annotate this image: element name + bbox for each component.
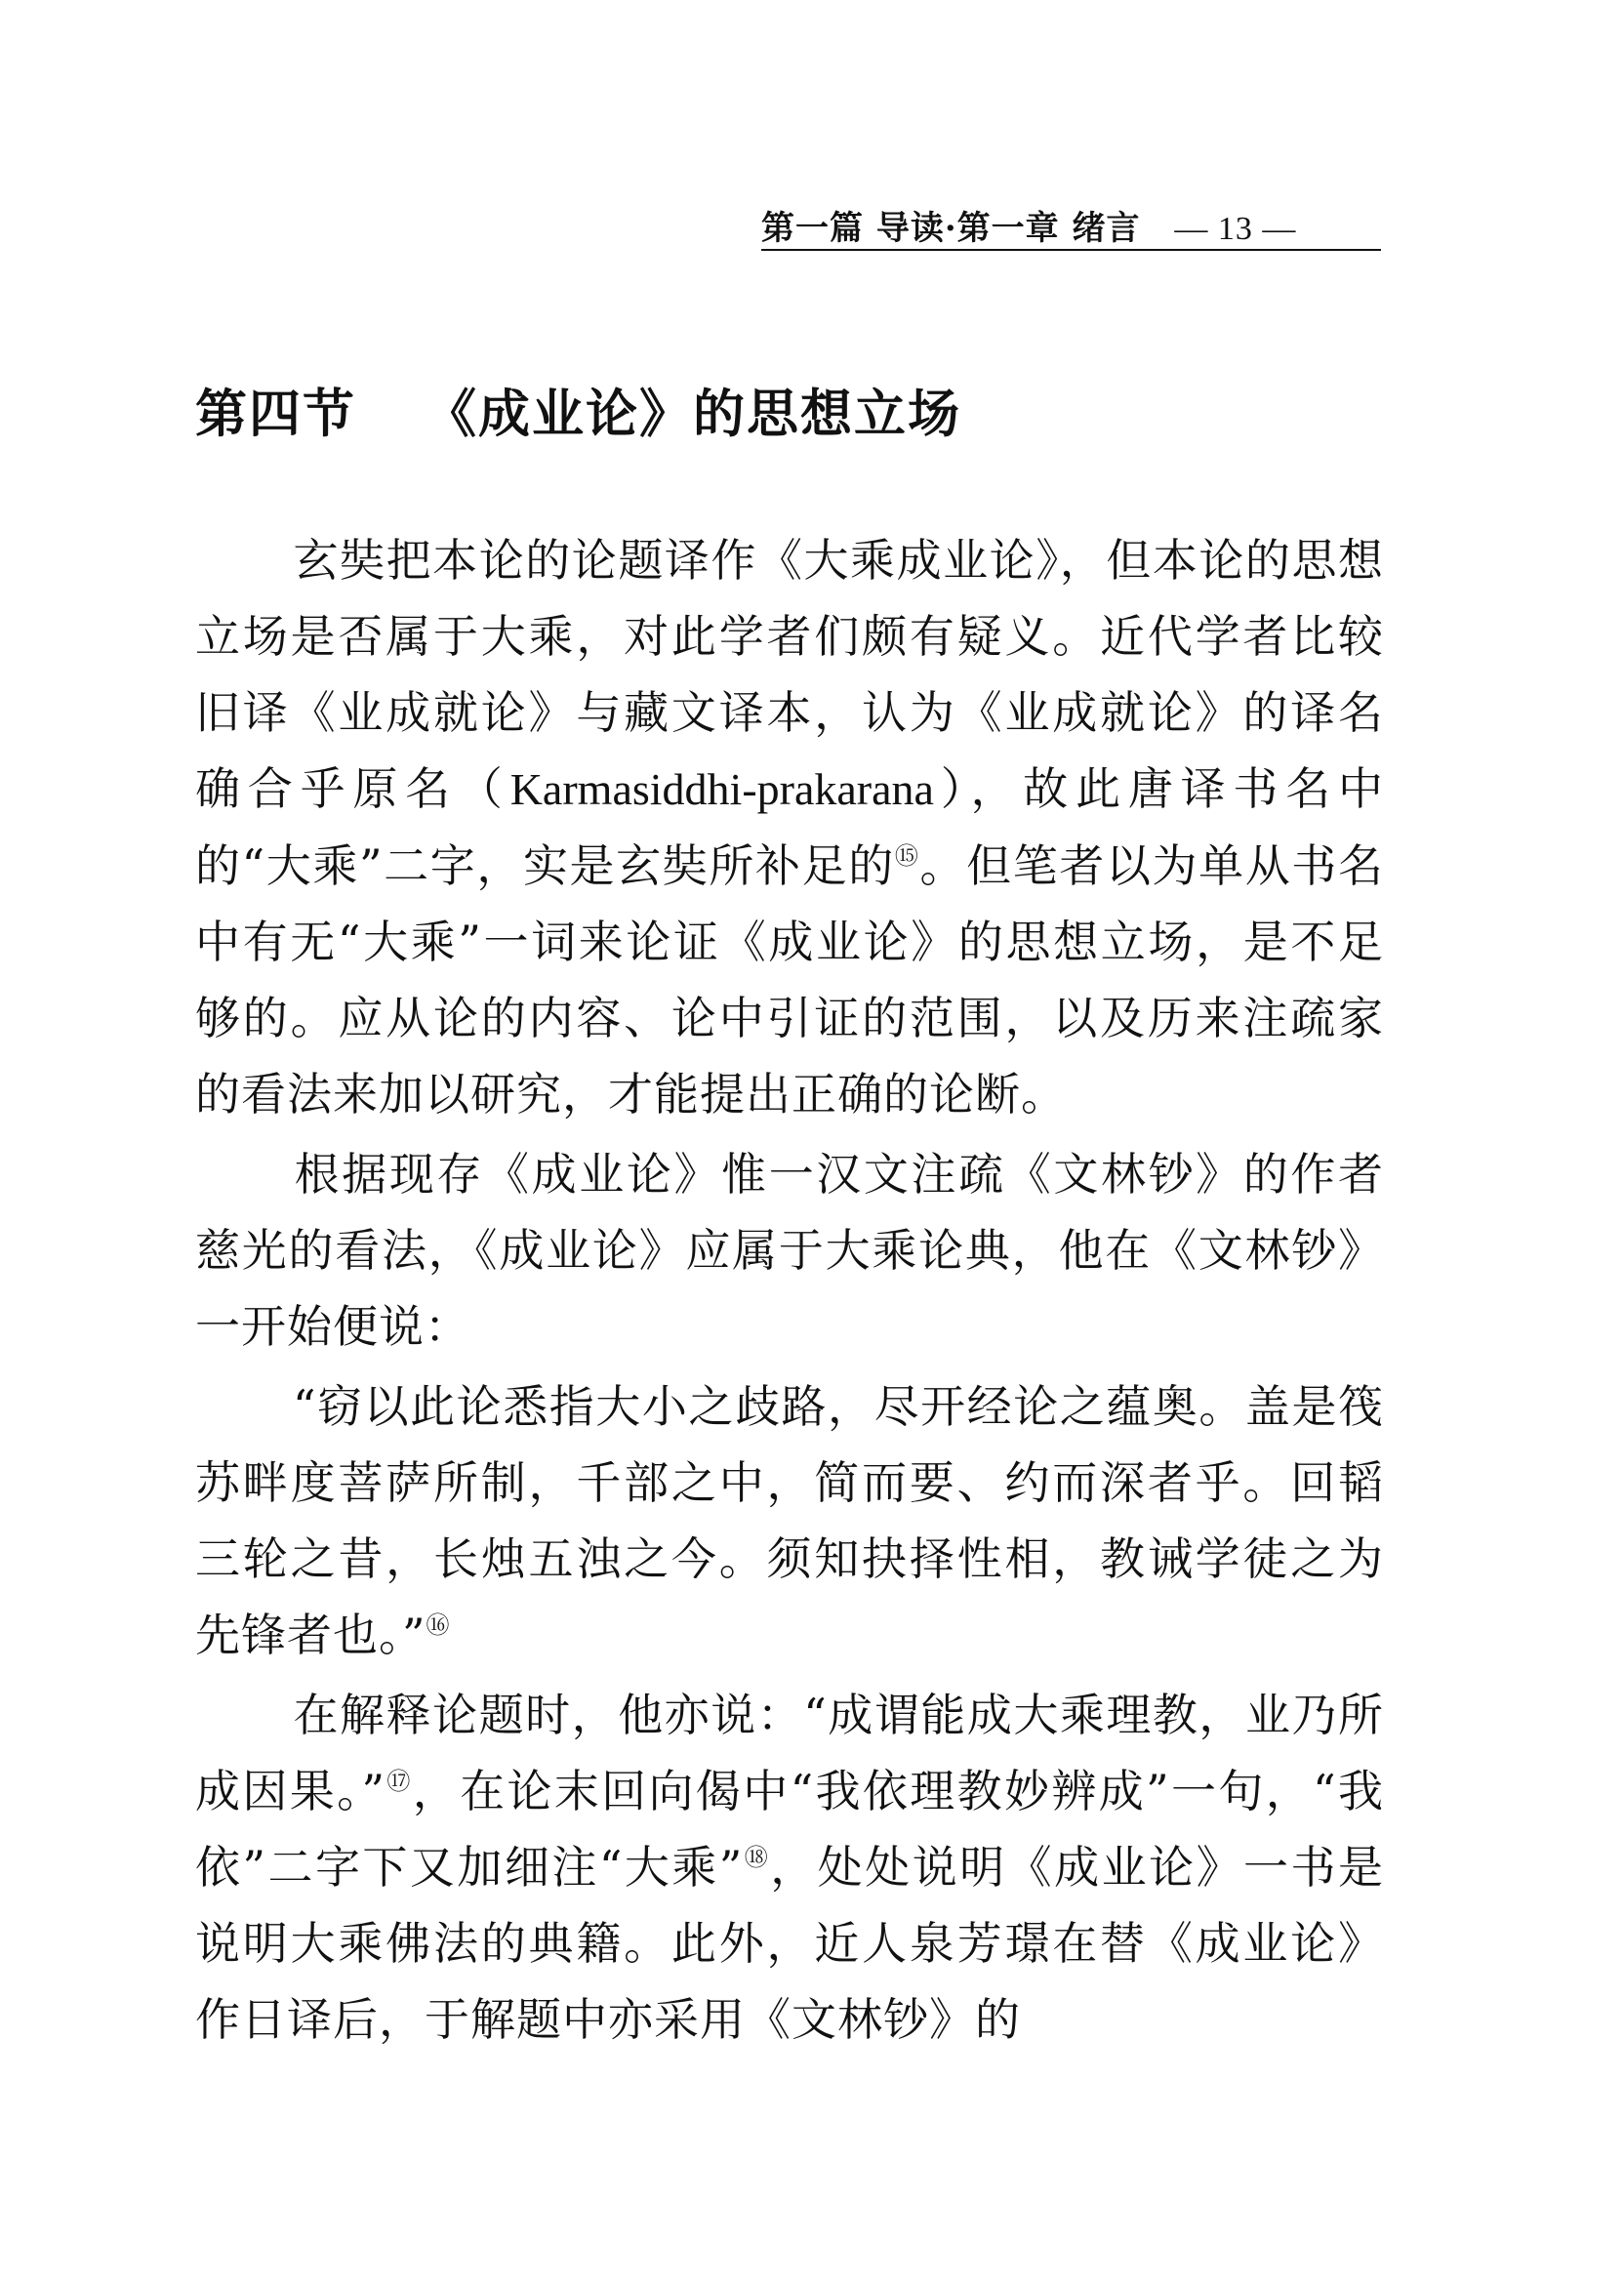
- sanskrit-title: Karmasiddhi-prakarana: [509, 764, 934, 814]
- section-title: 《成业论》的思想立场: [425, 384, 961, 444]
- paragraph-4: 在解释论题时，他亦说：“成谓能成大乘理教，业乃所成因果。”⑰，在论末回向偈中“我依理教妙辨成”一句，“我依”二字下又加细注“大乘”⑱，处处说明《成业论》一书是说明大乘佛法的典籍。此外，近人泉芳璟在替《成业论》作日译后，于解题中亦采用《文林钞》的: [195, 1689, 1385, 2046]
- running-header: [761, 195, 1381, 250]
- header-title: 第一篇 导读·第一章 绪言: [761, 209, 1141, 248]
- footnote-ref: ⑯: [426, 1611, 451, 1639]
- section-number: 第四节: [195, 384, 356, 444]
- paragraph-2: 根据现存《成业论》惟一汉文注疏《文林钞》的作者慈光的看法，《成业论》应属于大乘论典，他在《文林钞》一开始便说：: [195, 1148, 1384, 1353]
- footnote-ref: ⑱: [743, 1844, 771, 1871]
- footnote-ref: ⑰: [385, 1768, 413, 1795]
- section-heading: [195, 373, 961, 447]
- header-rule: [761, 249, 1381, 251]
- body-text: [195, 522, 1384, 2058]
- footnote-ref: ⑮: [894, 842, 920, 870]
- paragraph-1: 玄奘把本论的论题译作《大乘成业论》，但本论的思想立场是否属于大乘，对此学者们颇有疑义。近代学者比较旧译《业成就论》与藏文译本，认为《业成就论》的译名确合乎原名（Karmasiddhi-prakarana），故此唐译书名中的“大乘”二字，实是玄奘所补足的⑮。但笔者以为单从书名中有无“大乘”一词来论证《成业论》的思想立场，是不足够的。应从论的内容、论中引证的范围，以及历来注疏家的看法来加以研究，才能提出正确的论断。: [195, 534, 1385, 1121]
- quote-paragraph: “窃以此论悉指大小之歧路，尽开经论之蕴奥。盖是筏苏畔度菩萨所制，千部之中，简而要、约而深者乎。回韬三轮之昔，长烛五浊之今。须知抉择性相，教诫学徒之为先锋者也。”⑯: [195, 1380, 1384, 1661]
- page-number: — 13 —: [1174, 211, 1297, 247]
